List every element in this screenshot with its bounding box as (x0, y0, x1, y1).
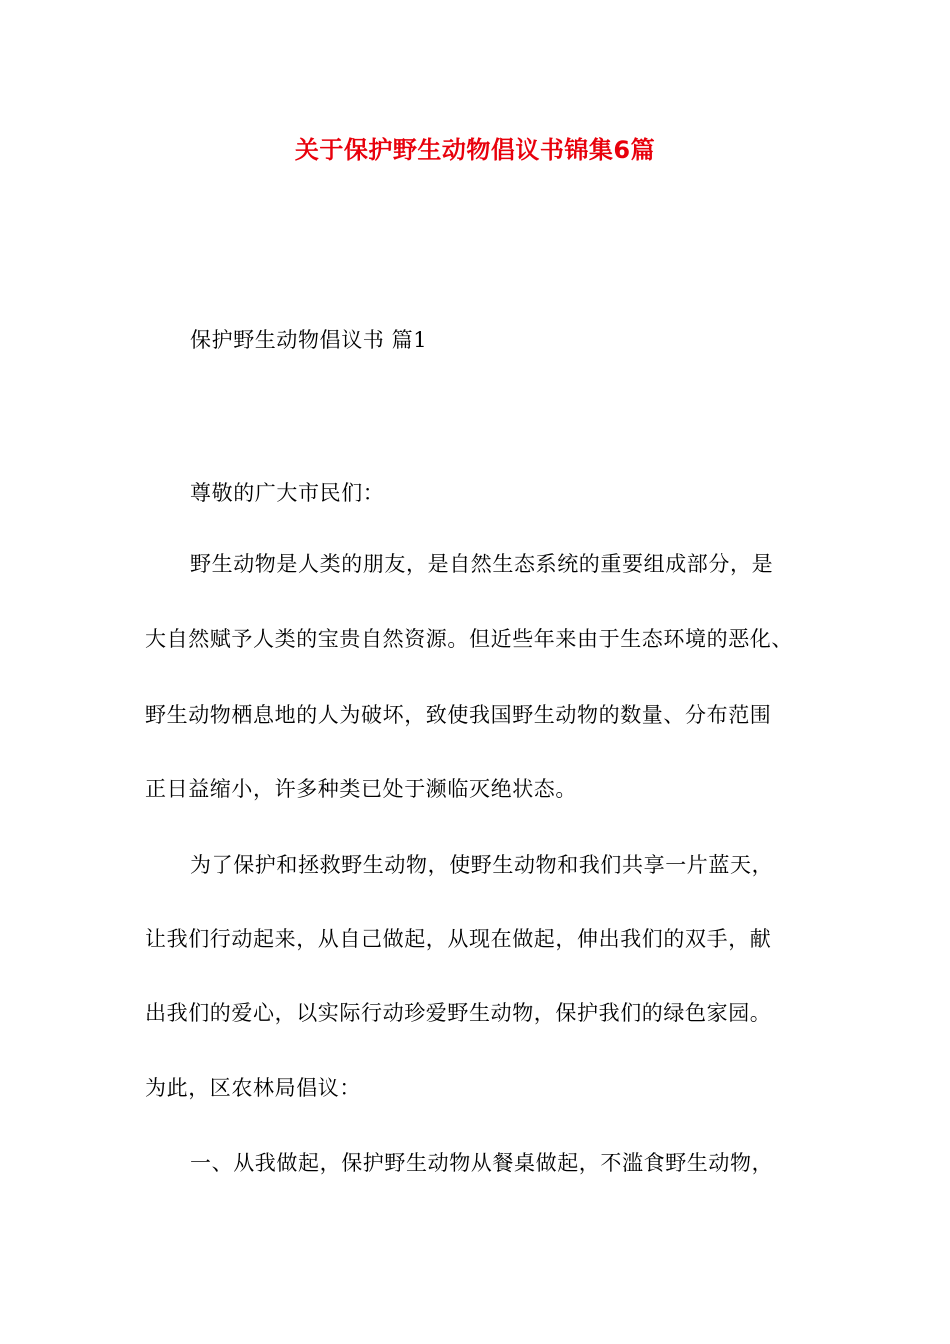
paragraph-line: 一、从我做起，保护野生动物从餐桌做起，不滥食野生动物， (190, 1151, 774, 1175)
section-heading: 保护野生动物倡议书 篇1 (190, 328, 428, 352)
paragraph-line: 野生动物是人类的朋友，是自然生态系统的重要组成部分，是 (190, 552, 774, 576)
paragraph-line: 让我们行动起来，从自己做起，从现在做起，伸出我们的双手，献 (145, 927, 772, 951)
paragraph-line: 野生动物栖息地的人为破坏，致使我国野生动物的数量、分布范围 (145, 703, 772, 727)
paragraph-line: 出我们的爱心，以实际行动珍爱野生动物，保护我们的绿色家园。 (145, 1001, 772, 1025)
document-title: 关于保护野生动物倡议书锦集6篇 (294, 136, 656, 164)
paragraph-line: 正日益缩小，许多种类已处于濒临灭绝状态。 (145, 777, 577, 801)
paragraph-line: 为了保护和拯救野生动物，使野生动物和我们共享一片蓝天， (190, 853, 774, 877)
paragraph-line: 大自然赋予人类的宝贵自然资源。但近些年来由于生态环境的恶化、 (145, 627, 793, 651)
paragraph-line: 为此，区农林局倡议： (145, 1076, 361, 1100)
salutation: 尊敬的广大市民们： (190, 481, 385, 505)
